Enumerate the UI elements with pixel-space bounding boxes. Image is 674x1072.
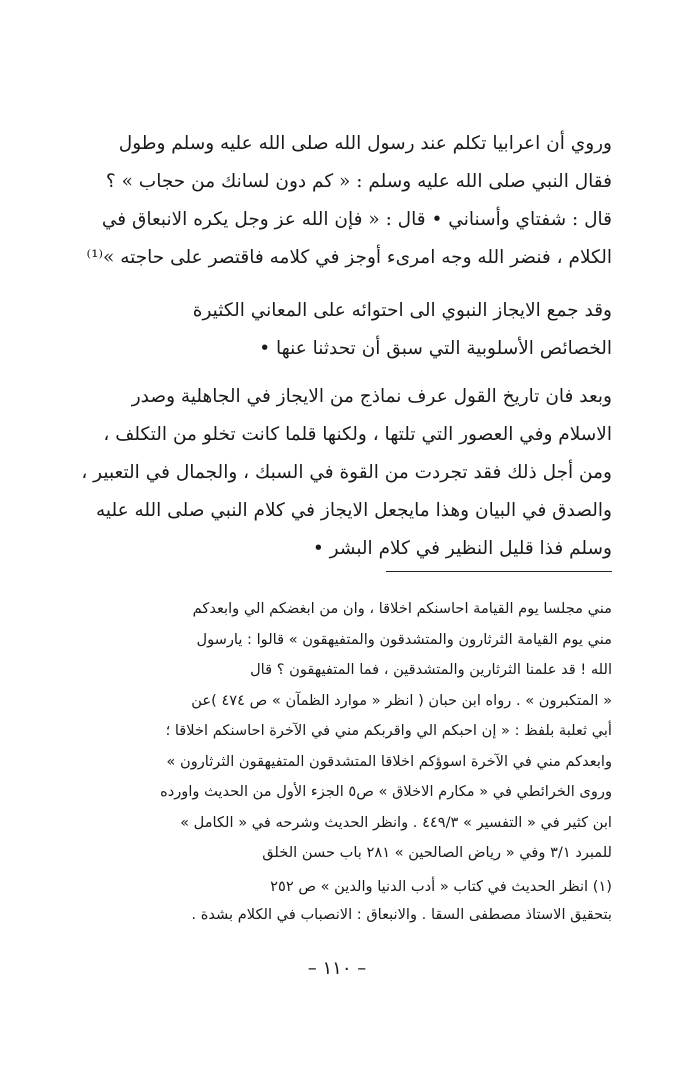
body-line: فقال النبي صلى الله عليه وسلم : « كم دون لسانك من حجاب » ؟	[105, 171, 612, 192]
footnote-line: (١) انظر الحديث في كتاب « أدب الدنيا والدين » ص ٢٥٢	[270, 878, 612, 895]
body-line: وسلم فذا قليل النظير في كلام البشر •	[312, 538, 612, 559]
note-line: وابعدكم مني في الآخرة اسوؤكم اخلاقا المتشدقون المتفيهقون الثرثارون »	[166, 752, 612, 770]
body-line: والصدق في البيان وهذا مايجعل الايجاز في كلام النبي صلى الله عليه	[95, 500, 612, 521]
note-line: مني يوم القيامة الثرثارون والمتشدقون والمتفيهقون » قالوا : يارسول	[196, 630, 612, 648]
body-line: وبعد فان تاريخ القول عرف نماذج من الايجاز في الجاهلية وصدر	[131, 386, 612, 407]
body-paragraph-2	[64, 292, 612, 368]
note-line: وروى الخرائطي في « مكارم الاخلاق » ص٥ الجزء الأول من الحديث واورده	[160, 783, 612, 800]
note-line: أبي ثعلبة بلفظ : « إن احبكم الي واقربكم مني في الآخرة احاسنكم اخلاقا ؛	[165, 722, 612, 739]
footnote-line: بتحقيق الاستاذ مصطفى السقا . والانبعاق : الانصباب في الكلام بشدة .	[191, 906, 612, 923]
note-line: الله ! قد علمنا الثرثارين والمتشدقين ، فما المتفيهقون ؟ قال	[250, 661, 612, 678]
footnote-divider	[386, 571, 612, 572]
body-paragraph-1	[64, 125, 612, 277]
body-line: الخصائص الأسلوبية التي سبق أن تحدثنا عنها •	[259, 338, 612, 359]
body-line: قال : شفتاي وأسناني • قال : « فإن الله عز وجل يكره الانبعاق في	[101, 209, 612, 230]
body-paragraph-3	[64, 378, 612, 568]
footnote-continuation	[64, 594, 612, 869]
note-line: مني مجلسا يوم القيامة احاسنكم اخلاقا ، وان من ابغضكم الي وابعدكم	[192, 600, 612, 617]
body-line: وروي أن اعرابيا تكلم عند رسول الله صلى الله عليه وسلم وطول	[118, 133, 612, 154]
body-line: الاسلام وفي العصور التي تلتها ، ولكنها قلما كانت تخلو من التكلف ،	[103, 424, 612, 445]
note-line: « المتكبرون » . رواه ابن حبان ( انظر « موارد الظمآن » ص ٤٧٤ )عن	[191, 691, 612, 709]
note-line: ابن كثير في « التفسير » ٤٤٩/٣ . وانظر الحديث وشرحه في « الكامل »	[180, 813, 612, 831]
note-line: للمبرد ٣/١ وفي « رياض الصالحين » ٢٨١ باب حسن الخلق	[262, 844, 612, 861]
body-line: ومن أجل ذلك فقد تجردت من القوة في السبك ، والجمال في التعبير ،	[81, 462, 612, 483]
body-line: وقد جمع الايجاز النبوي الى احتوائه على المعاني الكثيرة	[192, 300, 612, 321]
footnote-1	[64, 873, 612, 929]
page-number: – ١١٠ –	[307, 958, 367, 979]
body-line: الكلام ، فنضر الله وجه امرىء أوجز في كلامه فاقتصر على حاجته »⁽¹⁾	[86, 247, 612, 268]
